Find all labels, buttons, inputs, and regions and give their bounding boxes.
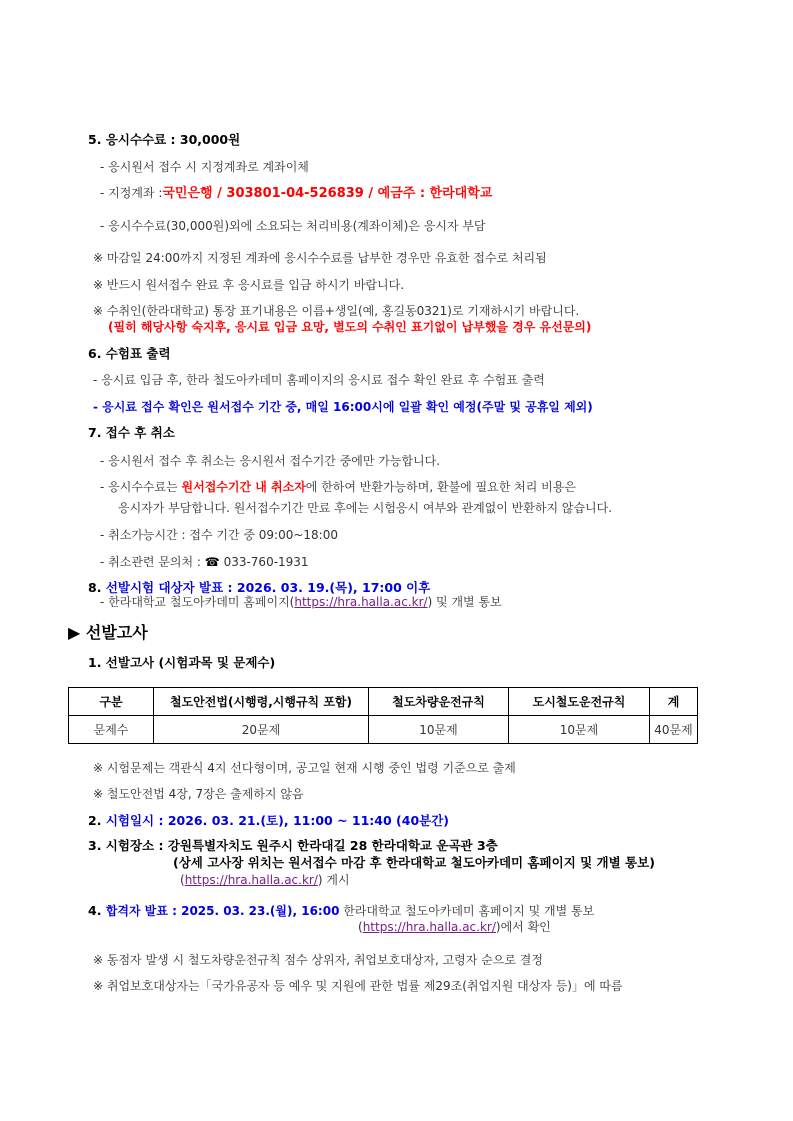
s7-l4-label: - 취소관련 문의처 : <box>100 555 205 569</box>
s2-num: 2. <box>88 813 106 828</box>
s4-suffix: )에서 확인 <box>495 920 551 934</box>
exam-datetime: 시험일시 : 2026. 03. 21.(토), 11:00 ~ 11:40 (40분간) <box>105 813 450 828</box>
exam-note-2: ※ 철도안전법 4장, 7장은 출제하지 않음 <box>93 787 304 801</box>
s7-l2-a: - 응시수수료는 <box>100 480 182 494</box>
s5-line-1: - 응시원서 접수 시 지정계좌로 계좌이체 <box>100 160 309 174</box>
exam-s4 <box>88 903 594 919</box>
homepage-link[interactable]: https://hra.halla.ac.kr/ <box>294 595 428 609</box>
exam-s1-title: 1. 선발고사 (시험과목 및 문제수) <box>88 655 276 670</box>
section-6-title: 6. 수험표 출력 <box>88 346 171 361</box>
table-cell: 10문제 <box>509 716 650 744</box>
homepage-link[interactable]: https://hra.halla.ac.kr/ <box>184 873 318 887</box>
s8-num: 8. <box>88 580 106 595</box>
s3-paren: ( <box>180 873 185 887</box>
s5-note-1: ※ 마감일 24:00까지 지정된 계좌에 응시수수료를 납부한 경우만 유효한 접수로 처리됨 <box>93 251 547 265</box>
s5-account-label: - 지정계좌 : <box>100 186 163 200</box>
table-row <box>69 716 698 744</box>
s5-line-3: - 응시수수료(30,000원)외에 소요되는 처리비용(계좌이체)은 응시자 부담 <box>100 219 486 233</box>
s7-line-2-cont: 응시자가 부담합니다. 원서접수기간 만료 후에는 시험응시 여부와 관계없이 반환하지 않습니다. <box>118 501 613 515</box>
triangle-right-icon: ▶ <box>68 623 81 642</box>
exam-note-3: ※ 동점자 발생 시 철도차량운전규칙 점수 상위자, 취업보호대상자, 고령자 순으로 결정 <box>93 953 543 967</box>
exam-s3: 3. 시험장소 : 강원특별자치도 원주시 한라대길 28 한라대학교 운곡관 3층 <box>88 838 498 853</box>
table-cell: 20문제 <box>154 716 369 744</box>
s8-l1-b: ) 및 개별 통보 <box>427 595 502 609</box>
table-header: 철도차량운전규칙 <box>369 688 509 716</box>
s8-l1-a: - 한라대학교 철도아카데미 홈페이지( <box>100 595 295 609</box>
s7-l2-highlight: 원서접수기간 내 취소자 <box>181 480 306 494</box>
s5-note-3: ※ 수취인(한라대학교) 통장 표기내용은 이름+생일(예, 홍길동0321)로 기재하시기 바랍니다. <box>93 304 580 318</box>
phone-icon: ☎ <box>204 555 220 569</box>
s7-line-3: - 취소가능시간 : 접수 기간 중 09:00~18:00 <box>100 528 338 542</box>
s6-line-1: - 응시료 입금 후, 한라 철도아카데미 홈페이지의 응시료 접수 확인 완료 후 수험표 출력 <box>93 373 545 387</box>
table-header-row <box>69 688 698 716</box>
s7-line-2 <box>100 479 576 495</box>
s7-line-1: - 응시원서 접수 후 취소는 응시원서 접수기간 중에만 가능합니다. <box>100 454 441 468</box>
exam-section-heading <box>68 623 148 643</box>
s5-note-3-warning: (필히 해당사항 숙지후, 응시료 입금 요망, 별도의 수취인 표기없이 납부했을 경우 유선문의) <box>108 320 592 334</box>
s4-rest: 한라대학교 철도아카데미 홈페이지 및 개별 통보 <box>339 904 595 918</box>
s4-paren: ( <box>358 920 363 934</box>
homepage-link[interactable]: https://hra.halla.ac.kr/ <box>362 920 496 934</box>
exam-note-4: ※ 취업보호대상자는「국가유공자 등 예우 및 지원에 관한 법률 제29조(취업지원 대상자 등)」에 따름 <box>93 979 623 993</box>
s5-line-2 <box>100 185 492 202</box>
s3-suffix: ) 게시 <box>317 873 350 887</box>
s7-line-4 <box>100 554 309 570</box>
exam-subjects-table <box>68 687 698 744</box>
exam-s4-line-2 <box>358 919 551 935</box>
table-cell: 문제수 <box>69 716 154 744</box>
section-5-title: 5. 응시수수료 : 30,000원 <box>88 132 241 147</box>
section-7-title: 7. 접수 후 취소 <box>88 425 175 440</box>
table-header: 구분 <box>69 688 154 716</box>
s7-l2-b: 에 한하여 반환가능하며, 환불에 필요한 처리 비용은 <box>305 480 576 494</box>
result-announcement: 합격자 발표 : 2025. 03. 23.(월), 16:00 <box>105 904 340 918</box>
s5-account-info: 국민은행 / 303801-04-526839 / 예금주 : 한라대학교 <box>162 186 493 201</box>
table-cell: 10문제 <box>369 716 509 744</box>
exam-s3-line-2: (상세 고사장 위치는 원서접수 마감 후 한라대학교 철도아카데미 홈페이지 및 개별 통보) <box>173 855 655 870</box>
exam-s3-line-3 <box>180 872 350 888</box>
table-cell: 40문제 <box>650 716 698 744</box>
table-header: 계 <box>650 688 698 716</box>
s4-num: 4. <box>88 903 106 918</box>
exam-note-1: ※ 시험문제는 객관식 4지 선다형이며, 공고일 현재 시행 중인 법령 기준으로 출제 <box>93 761 516 775</box>
s8-line-1 <box>100 594 502 610</box>
s6-line-2: - 응시료 접수 확인은 원서접수 기간 중, 매일 16:00시에 일괄 확인 예정(주말 및 공휴일 제외) <box>93 400 593 414</box>
exam-s2 <box>88 813 449 829</box>
table-header: 도시철도운전규칙 <box>509 688 650 716</box>
s8-title-text: 선발시험 대상자 발표 : 2026. 03. 19.(목), 17:00 이후 <box>105 580 431 595</box>
s5-note-2: ※ 반드시 원서접수 완료 후 응시료를 입금 하시기 바랍니다. <box>93 278 405 292</box>
table-header: 철도안전법(시행령,시행규칙 포함) <box>154 688 369 716</box>
s7-phone: 033-760-1931 <box>223 555 309 569</box>
exam-title: 선발고사 <box>85 623 148 642</box>
